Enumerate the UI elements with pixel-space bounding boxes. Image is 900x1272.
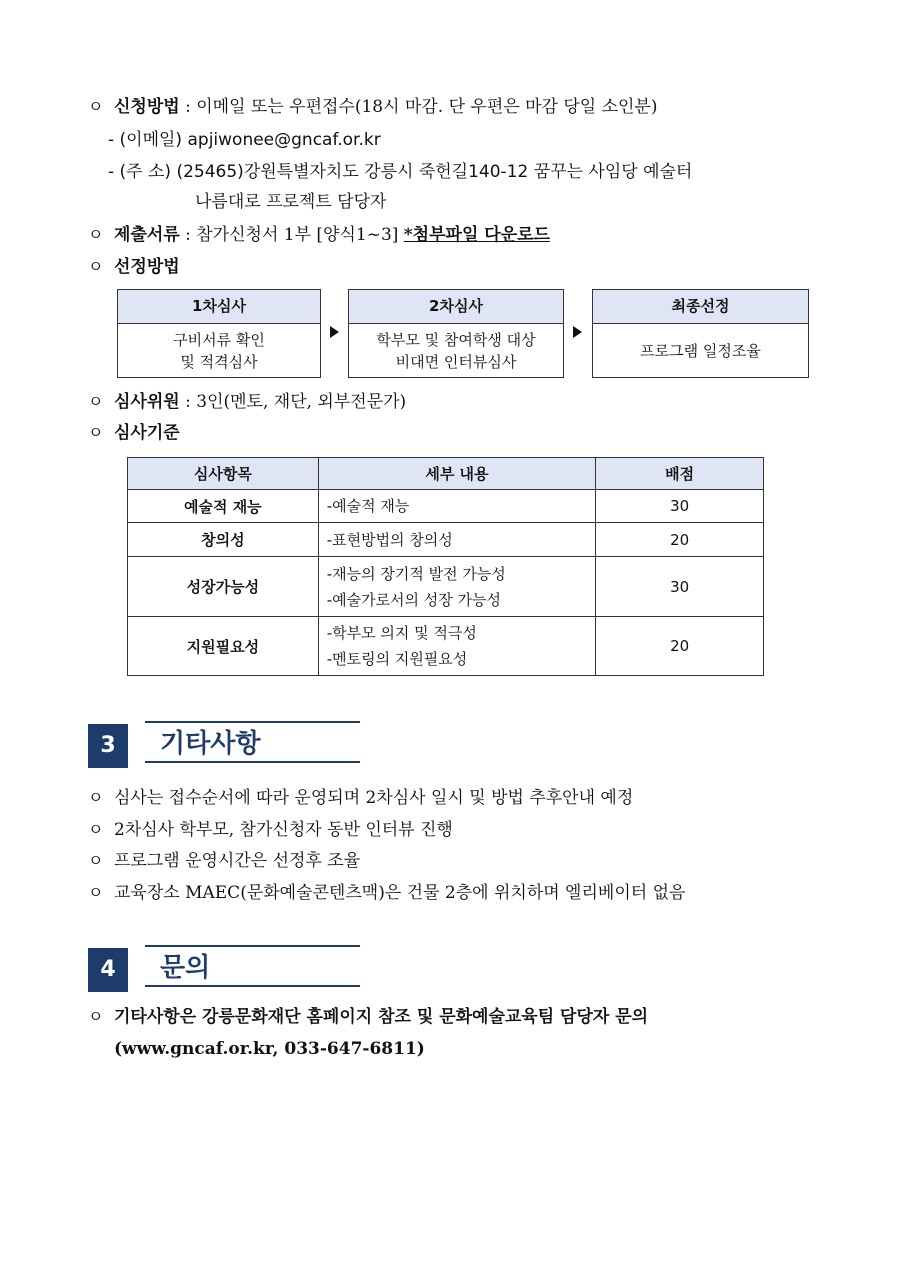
- step-2-title: 2차심사: [349, 290, 563, 324]
- section-3-item-text: 2차심사 학부모, 참가신청자 동반 인터뷰 진행: [114, 820, 453, 840]
- address-prefix: - (주 소): [108, 162, 172, 182]
- step-3-title: 최종선정: [593, 290, 808, 324]
- section-3-item: [88, 881, 685, 905]
- step-1-line2: 및 적격심사: [180, 352, 258, 371]
- selection-line: [88, 255, 180, 279]
- documents-label: 제출서류: [114, 225, 180, 245]
- row-item: 창의성: [128, 523, 319, 557]
- address-text: (25465)강원특별자치도 강릉시 죽헌길140-12 꿈꾸는 사임당 예술터: [176, 162, 693, 182]
- contact-info[interactable]: (www.gncaf.or.kr, 033-647-6811): [114, 1039, 425, 1059]
- application-sep: :: [185, 97, 191, 117]
- section-3-item-text: 교육장소 MAEC(문화예술콘텐츠맥)은 건물 2층에 위치하며 엘리베이터 없음: [114, 883, 686, 903]
- arrow-right-icon: [573, 326, 582, 338]
- documents-line: [88, 223, 550, 247]
- circle-bullet-icon: ㅇ: [88, 1007, 104, 1026]
- step-1-title: 1차심사: [118, 290, 320, 324]
- section-3-item: [88, 786, 633, 810]
- step-2-line1: 학부모 및 참여학생 대상: [376, 330, 536, 349]
- judges-line: [88, 390, 406, 414]
- header-score: 배점: [596, 458, 764, 490]
- circle-bullet-icon: ㅇ: [88, 97, 104, 116]
- row-detail-line: -재능의 장기적 발전 가능성: [326, 564, 506, 583]
- address-line-2: 나름대로 프로젝트 담당자: [195, 192, 387, 212]
- row-detail: [318, 490, 596, 523]
- criteria-table: [127, 457, 764, 676]
- download-link[interactable]: *첨부파일 다운로드: [403, 225, 550, 245]
- row-score: 30: [596, 557, 764, 617]
- address-line: [108, 160, 692, 184]
- table-header-row: [128, 458, 764, 490]
- row-item: 예술적 재능: [128, 490, 319, 523]
- documents-sep: :: [185, 225, 191, 245]
- row-detail-line: -표현방법의 창의성: [326, 530, 453, 549]
- table-row: [128, 490, 764, 523]
- section-4-number: 4: [88, 948, 128, 992]
- circle-bullet-icon: ㅇ: [88, 257, 104, 276]
- row-detail: [318, 617, 596, 676]
- judges-text: 3인(멘토, 재단, 외부전문가): [196, 392, 407, 412]
- email-prefix: - (이메일): [108, 130, 183, 150]
- application-text: 이메일 또는 우편접수(18시 마감. 단 우편은 마감 당일 소인분): [196, 97, 658, 117]
- circle-bullet-icon: ㅇ: [88, 851, 104, 870]
- step-2-line2: 비대면 인터뷰심사: [395, 352, 517, 371]
- row-item: 지원필요성: [128, 617, 319, 676]
- criteria-label: 심사기준: [114, 423, 180, 443]
- row-detail-line: -예술적 재능: [326, 497, 410, 515]
- section-3-number: 3: [88, 724, 128, 768]
- step-1-box: [117, 289, 321, 378]
- row-score: 30: [596, 490, 764, 523]
- section-3-item: [88, 849, 360, 873]
- header-detail: 세부 내용: [318, 458, 596, 490]
- email-address[interactable]: apjiwonee@gncaf.or.kr: [187, 130, 381, 150]
- row-detail-line: -예술가로서의 성장 가능성: [326, 590, 502, 609]
- arrow-right-icon: [330, 326, 339, 338]
- step-3-line1: 프로그램 일정조율: [640, 341, 761, 360]
- row-item: 성장가능성: [128, 557, 319, 617]
- application-label: 신청방법: [114, 97, 180, 117]
- judges-label: 심사위원: [114, 392, 180, 412]
- row-score: 20: [596, 617, 764, 676]
- table-row: [128, 557, 764, 617]
- circle-bullet-icon: ㅇ: [88, 392, 104, 411]
- row-detail-line: -멘토링의 지원필요성: [326, 650, 468, 668]
- application-line: [88, 95, 658, 119]
- step-2-box: [348, 289, 564, 378]
- circle-bullet-icon: ㅇ: [88, 820, 104, 839]
- section-3-title: 기타사항: [145, 721, 360, 763]
- circle-bullet-icon: ㅇ: [88, 225, 104, 244]
- judges-sep: :: [185, 392, 191, 412]
- section-3-item-text: 프로그램 운영시간은 선정후 조율: [114, 851, 361, 871]
- section-3-item-text: 심사는 접수순서에 따라 운영되며 2차심사 일시 및 방법 추후안내 예정: [114, 788, 634, 808]
- circle-bullet-icon: ㅇ: [88, 423, 104, 442]
- table-row: [128, 523, 764, 557]
- section-3-item: [88, 818, 453, 842]
- circle-bullet-icon: ㅇ: [88, 788, 104, 807]
- header-item: 심사항목: [128, 458, 319, 490]
- criteria-line: [88, 421, 180, 445]
- section-4-title: 문의: [145, 945, 360, 987]
- email-line: [108, 128, 381, 152]
- step-3-box: [592, 289, 809, 378]
- step-1-line1: 구비서류 확인: [173, 330, 265, 349]
- selection-label: 선정방법: [114, 257, 180, 277]
- documents-text: 참가신청서 1부 [양식1~3]: [196, 225, 399, 245]
- contact-line: [88, 1005, 648, 1029]
- circle-bullet-icon: ㅇ: [88, 883, 104, 902]
- row-detail: [318, 523, 596, 557]
- contact-text: 기타사항은 강릉문화재단 홈페이지 참조 및 문화예술교육팀 담당자 문의: [114, 1007, 649, 1027]
- table-row: [128, 617, 764, 676]
- row-score: 20: [596, 523, 764, 557]
- row-detail-line: -학부모 의지 및 적극성: [326, 624, 477, 642]
- row-detail: [318, 557, 596, 617]
